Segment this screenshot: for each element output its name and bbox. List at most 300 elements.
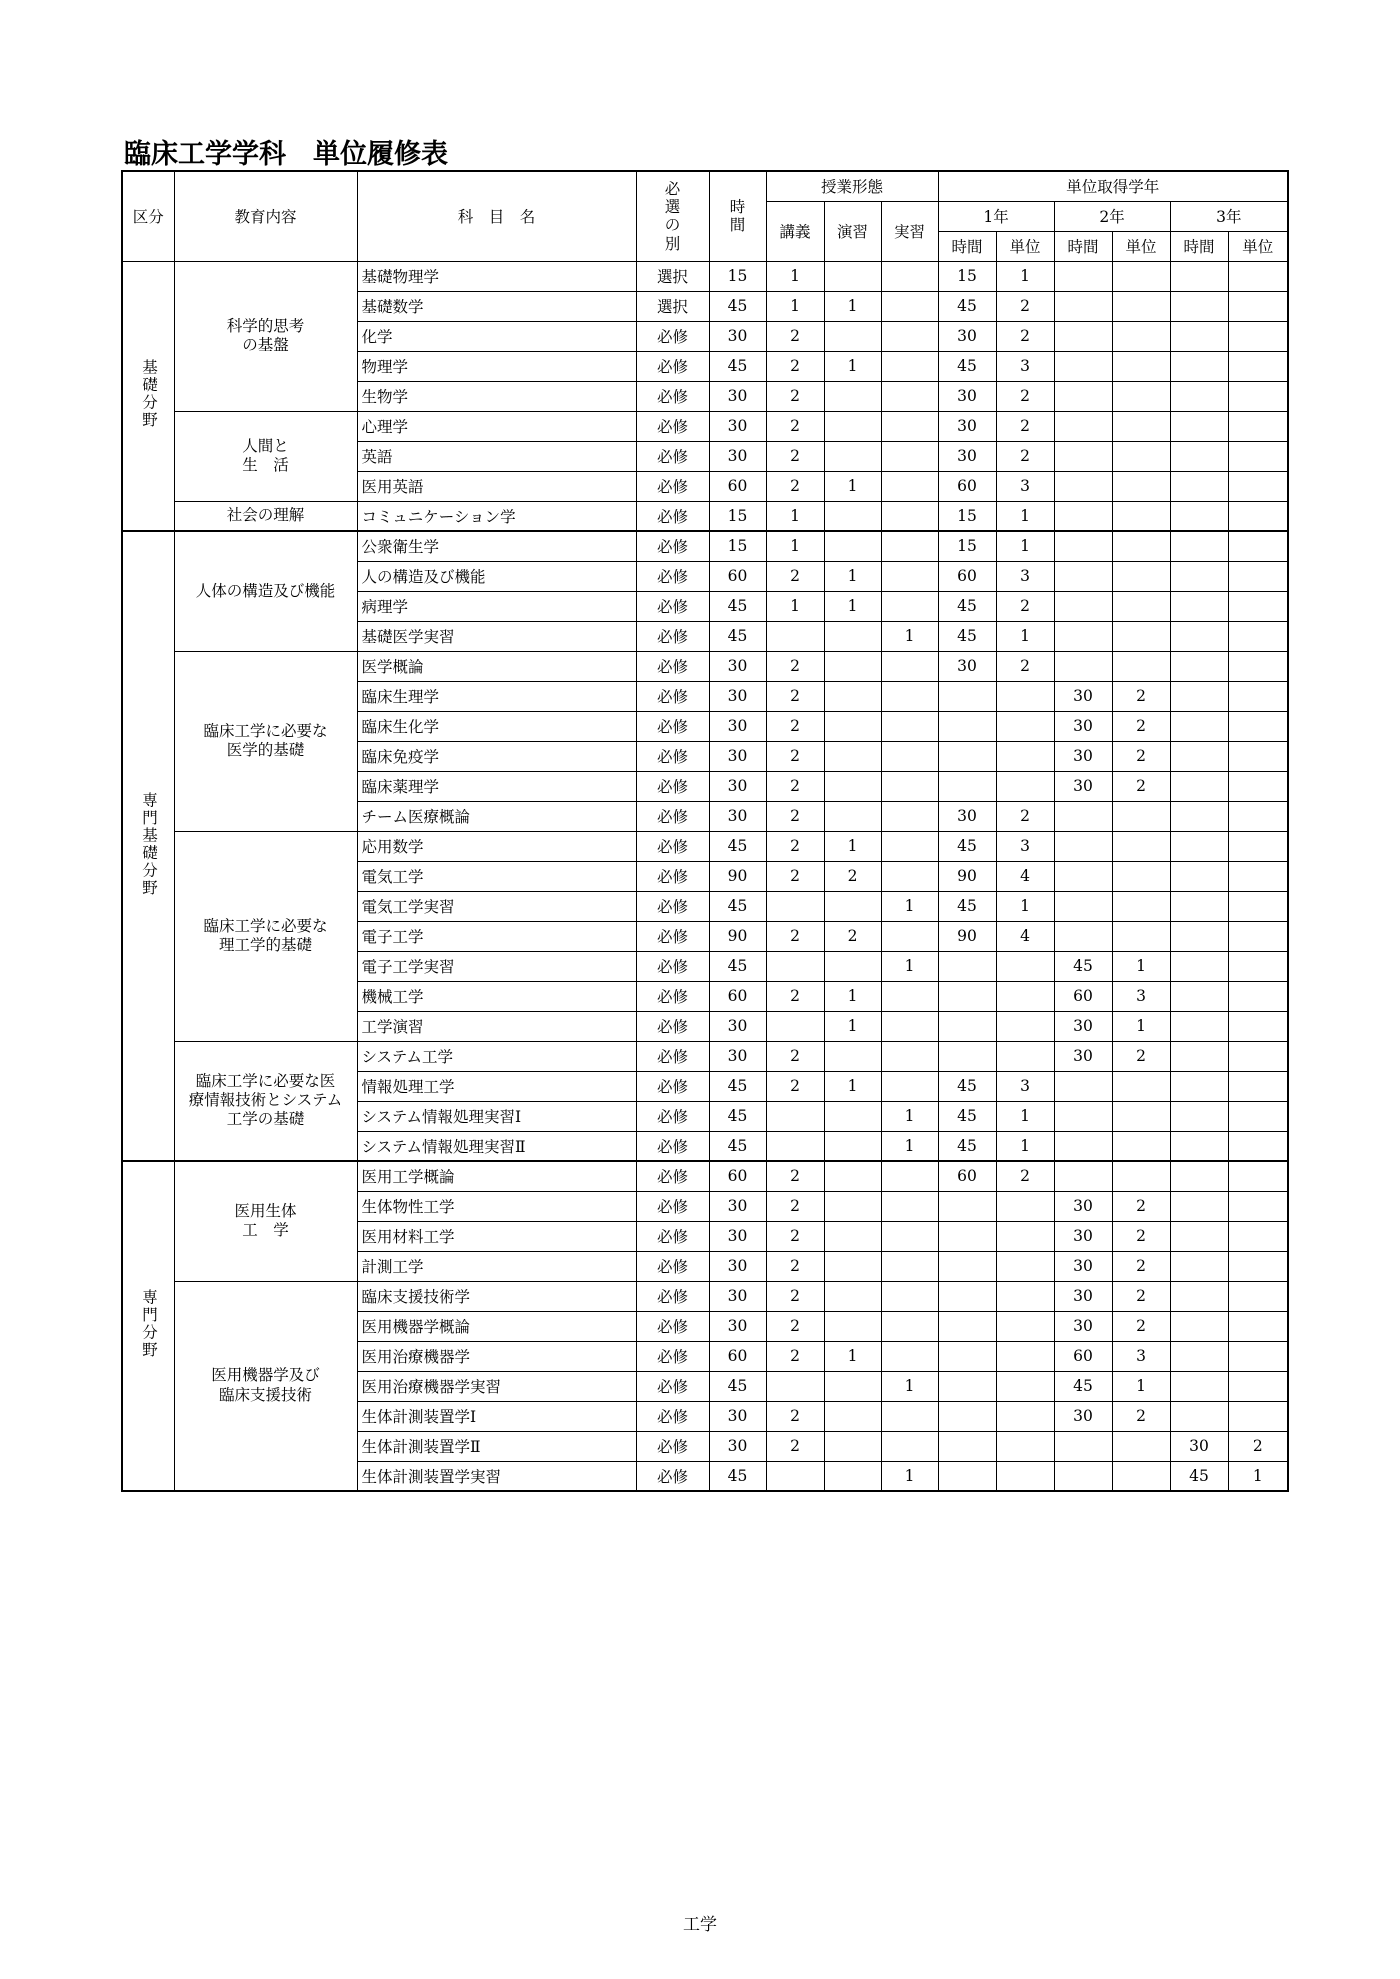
y3-hours-cell: [1170, 1191, 1228, 1221]
y2-hours-cell: [1054, 411, 1112, 441]
exercise-cell: 1: [824, 831, 881, 861]
y2-hours-cell: [1054, 471, 1112, 501]
table-row: [122, 651, 1288, 681]
practicum-cell: [881, 1221, 938, 1251]
hours-cell: 30: [709, 741, 766, 771]
y2-units-cell: [1112, 651, 1170, 681]
lecture-cell: 1: [766, 501, 824, 531]
header-y3-units: 単位: [1228, 231, 1288, 261]
y3-hours-cell: [1170, 591, 1228, 621]
exercise-cell: [824, 711, 881, 741]
type-cell: 必修: [636, 501, 709, 531]
type-cell: 必修: [636, 951, 709, 981]
y3-hours-cell: [1170, 1011, 1228, 1041]
y1-hours-cell: [938, 951, 996, 981]
y2-units-cell: 2: [1112, 681, 1170, 711]
y3-hours-cell: [1170, 441, 1228, 471]
type-cell: 選択: [636, 261, 709, 291]
hours-cell: 45: [709, 621, 766, 651]
hours-cell: 30: [709, 1431, 766, 1461]
practicum-cell: [881, 681, 938, 711]
y3-hours-cell: [1170, 381, 1228, 411]
y2-units-cell: [1112, 921, 1170, 951]
y3-hours-cell: [1170, 1281, 1228, 1311]
y1-hours-cell: 45: [938, 1101, 996, 1131]
practicum-cell: [881, 831, 938, 861]
type-cell: 必修: [636, 1071, 709, 1101]
exercise-cell: 1: [824, 981, 881, 1011]
y2-units-cell: [1112, 411, 1170, 441]
hours-cell: 30: [709, 441, 766, 471]
group-label: 人間と 生 活: [174, 411, 357, 501]
lecture-cell: 2: [766, 1071, 824, 1101]
y1-units-cell: 3: [996, 351, 1054, 381]
y1-units-cell: 4: [996, 861, 1054, 891]
hours-cell: 30: [709, 1011, 766, 1041]
y1-units-cell: [996, 951, 1054, 981]
practicum-cell: [881, 1401, 938, 1431]
y2-hours-cell: 30: [1054, 1011, 1112, 1041]
hours-cell: 15: [709, 501, 766, 531]
type-cell: 必修: [636, 351, 709, 381]
subject-cell: 臨床薬理学: [357, 771, 636, 801]
y2-hours-cell: 30: [1054, 741, 1112, 771]
y2-units-cell: [1112, 621, 1170, 651]
y2-hours-cell: [1054, 831, 1112, 861]
y2-units-cell: 2: [1112, 1281, 1170, 1311]
subject-cell: 基礎物理学: [357, 261, 636, 291]
y1-hours-cell: 45: [938, 1071, 996, 1101]
exercise-cell: [824, 621, 881, 651]
y1-hours-cell: 45: [938, 1131, 996, 1161]
y3-units-cell: [1228, 1221, 1288, 1251]
lecture-cell: 2: [766, 411, 824, 441]
y1-units-cell: [996, 1041, 1054, 1071]
y1-hours-cell: 45: [938, 621, 996, 651]
y3-units-cell: [1228, 831, 1288, 861]
subject-cell: 物理学: [357, 351, 636, 381]
y3-hours-cell: [1170, 981, 1228, 1011]
lecture-cell: 2: [766, 801, 824, 831]
lecture-cell: 1: [766, 531, 824, 561]
y3-hours-cell: [1170, 681, 1228, 711]
y2-units-cell: 1: [1112, 1371, 1170, 1401]
exercise-cell: [824, 1431, 881, 1461]
y2-hours-cell: [1054, 261, 1112, 291]
type-cell: 必修: [636, 861, 709, 891]
y3-hours-cell: [1170, 651, 1228, 681]
y1-units-cell: [996, 1401, 1054, 1431]
y1-hours-cell: [938, 1371, 996, 1401]
y1-hours-cell: 30: [938, 801, 996, 831]
subject-cell: 医用工学概論: [357, 1161, 636, 1191]
y2-units-cell: [1112, 561, 1170, 591]
y2-units-cell: [1112, 831, 1170, 861]
header-class-format: 授業形態: [766, 171, 938, 201]
hours-cell: 60: [709, 1161, 766, 1191]
y3-units-cell: 1: [1228, 1461, 1288, 1491]
y3-units-cell: [1228, 411, 1288, 441]
header-year-3: 3年: [1170, 201, 1288, 231]
exercise-cell: [824, 531, 881, 561]
type-cell: 選択: [636, 291, 709, 321]
y3-hours-cell: [1170, 711, 1228, 741]
header-required-char-4: 別: [664, 234, 681, 253]
table-row: [122, 501, 1288, 531]
exercise-cell: [824, 1041, 881, 1071]
lecture-cell: 2: [766, 861, 824, 891]
section-label: [122, 1161, 174, 1491]
subject-cell: 心理学: [357, 411, 636, 441]
y3-hours-cell: [1170, 1221, 1228, 1251]
header-y1-units: 単位: [996, 231, 1054, 261]
group-label: 人体の構造及び機能: [174, 531, 357, 651]
y1-units-cell: [996, 1011, 1054, 1041]
y2-hours-cell: 30: [1054, 1041, 1112, 1071]
header-subject-name: 科 目 名: [357, 171, 636, 261]
y3-units-cell: [1228, 1251, 1288, 1281]
hours-cell: 30: [709, 681, 766, 711]
y1-hours-cell: [938, 681, 996, 711]
hours-cell: 15: [709, 531, 766, 561]
y2-hours-cell: 30: [1054, 1221, 1112, 1251]
type-cell: 必修: [636, 1431, 709, 1461]
table-row: [122, 261, 1288, 291]
practicum-cell: [881, 1431, 938, 1461]
subject-cell: 医用英語: [357, 471, 636, 501]
y3-units-cell: [1228, 321, 1288, 351]
y3-hours-cell: [1170, 771, 1228, 801]
subject-cell: 医用材料工学: [357, 1221, 636, 1251]
y1-units-cell: 1: [996, 1131, 1054, 1161]
lecture-cell: 2: [766, 831, 824, 861]
lecture-cell: 2: [766, 921, 824, 951]
exercise-cell: 1: [824, 471, 881, 501]
section-label-text: 専門分野: [140, 1289, 158, 1359]
y1-units-cell: [996, 1461, 1054, 1491]
y1-hours-cell: [938, 771, 996, 801]
y3-units-cell: [1228, 921, 1288, 951]
y2-units-cell: 2: [1112, 1401, 1170, 1431]
section-label-text: 専門基礎分野: [140, 791, 158, 897]
y2-hours-cell: [1054, 351, 1112, 381]
subject-cell: システム工学: [357, 1041, 636, 1071]
lecture-cell: 2: [766, 441, 824, 471]
subject-cell: 英語: [357, 441, 636, 471]
exercise-cell: [824, 1251, 881, 1281]
header-hours-char-1: 時: [729, 197, 746, 216]
y1-units-cell: 3: [996, 561, 1054, 591]
hours-cell: 45: [709, 951, 766, 981]
y1-hours-cell: 15: [938, 261, 996, 291]
y2-hours-cell: [1054, 1431, 1112, 1461]
hours-cell: 30: [709, 1041, 766, 1071]
exercise-cell: [824, 1221, 881, 1251]
exercise-cell: [824, 501, 881, 531]
y2-units-cell: 3: [1112, 1341, 1170, 1371]
y1-units-cell: 2: [996, 801, 1054, 831]
subject-cell: システム情報処理実習Ⅰ: [357, 1101, 636, 1131]
y1-hours-cell: 60: [938, 1161, 996, 1191]
y2-units-cell: [1112, 1161, 1170, 1191]
y1-units-cell: [996, 1431, 1054, 1461]
type-cell: 必修: [636, 381, 709, 411]
y3-hours-cell: [1170, 351, 1228, 381]
y1-hours-cell: [938, 711, 996, 741]
lecture-cell: 2: [766, 1041, 824, 1071]
exercise-cell: [824, 381, 881, 411]
y3-units-cell: [1228, 981, 1288, 1011]
y2-units-cell: 2: [1112, 1041, 1170, 1071]
subject-cell: 臨床免疫学: [357, 741, 636, 771]
y2-hours-cell: 30: [1054, 1401, 1112, 1431]
y3-hours-cell: [1170, 831, 1228, 861]
subject-cell: 生体計測装置学実習: [357, 1461, 636, 1491]
y3-hours-cell: [1170, 291, 1228, 321]
y2-hours-cell: 60: [1054, 1341, 1112, 1371]
lecture-cell: [766, 621, 824, 651]
hours-cell: 45: [709, 1071, 766, 1101]
lecture-cell: 2: [766, 771, 824, 801]
y1-hours-cell: 90: [938, 921, 996, 951]
header-year-2: 2年: [1054, 201, 1170, 231]
exercise-cell: [824, 771, 881, 801]
practicum-cell: [881, 1311, 938, 1341]
y1-hours-cell: 45: [938, 831, 996, 861]
y3-units-cell: [1228, 1191, 1288, 1221]
y2-hours-cell: 45: [1054, 951, 1112, 981]
lecture-cell: 2: [766, 471, 824, 501]
lecture-cell: [766, 951, 824, 981]
y3-units-cell: [1228, 1161, 1288, 1191]
hours-cell: 45: [709, 1371, 766, 1401]
y3-hours-cell: [1170, 1251, 1228, 1281]
type-cell: 必修: [636, 741, 709, 771]
y1-units-cell: 1: [996, 501, 1054, 531]
y2-hours-cell: [1054, 651, 1112, 681]
y1-hours-cell: 15: [938, 531, 996, 561]
y3-units-cell: [1228, 1401, 1288, 1431]
y1-units-cell: [996, 711, 1054, 741]
type-cell: 必修: [636, 1281, 709, 1311]
y2-hours-cell: 60: [1054, 981, 1112, 1011]
exercise-cell: [824, 1461, 881, 1491]
y2-units-cell: 2: [1112, 711, 1170, 741]
y1-units-cell: [996, 1311, 1054, 1341]
exercise-cell: [824, 801, 881, 831]
section-label-text: 基礎分野: [140, 358, 158, 429]
y1-hours-cell: 30: [938, 321, 996, 351]
y1-units-cell: 4: [996, 921, 1054, 951]
practicum-cell: [881, 321, 938, 351]
lecture-cell: 2: [766, 651, 824, 681]
y1-units-cell: [996, 1221, 1054, 1251]
lecture-cell: [766, 1101, 824, 1131]
exercise-cell: 1: [824, 291, 881, 321]
exercise-cell: [824, 321, 881, 351]
y2-units-cell: [1112, 351, 1170, 381]
y3-units-cell: [1228, 711, 1288, 741]
y2-units-cell: [1112, 471, 1170, 501]
y3-units-cell: 2: [1228, 1431, 1288, 1461]
exercise-cell: [824, 261, 881, 291]
lecture-cell: 1: [766, 291, 824, 321]
hours-cell: 45: [709, 891, 766, 921]
practicum-cell: 1: [881, 1131, 938, 1161]
y1-hours-cell: [938, 1461, 996, 1491]
subject-cell: 医用治療機器学: [357, 1341, 636, 1371]
y1-units-cell: [996, 981, 1054, 1011]
y1-units-cell: 2: [996, 651, 1054, 681]
y1-units-cell: 1: [996, 531, 1054, 561]
hours-cell: 30: [709, 801, 766, 831]
y1-hours-cell: 60: [938, 561, 996, 591]
practicum-cell: 1: [881, 621, 938, 651]
y1-hours-cell: [938, 1191, 996, 1221]
type-cell: 必修: [636, 531, 709, 561]
practicum-cell: 1: [881, 951, 938, 981]
y1-hours-cell: 15: [938, 501, 996, 531]
group-label: 医用機器学及び 臨床支援技術: [174, 1281, 357, 1491]
section-label: [122, 531, 174, 1161]
y2-units-cell: [1112, 441, 1170, 471]
y3-units-cell: [1228, 621, 1288, 651]
type-cell: 必修: [636, 1101, 709, 1131]
subject-cell: 臨床支援技術学: [357, 1281, 636, 1311]
practicum-cell: 1: [881, 1101, 938, 1131]
y2-hours-cell: [1054, 591, 1112, 621]
type-cell: 必修: [636, 921, 709, 951]
y2-units-cell: 2: [1112, 741, 1170, 771]
y3-units-cell: [1228, 591, 1288, 621]
group-label: 臨床工学に必要な 医学的基礎: [174, 651, 357, 831]
y1-units-cell: 1: [996, 891, 1054, 921]
header-credit-year: 単位取得学年: [938, 171, 1288, 201]
y2-units-cell: 2: [1112, 1191, 1170, 1221]
hours-cell: 30: [709, 1191, 766, 1221]
type-cell: 必修: [636, 1011, 709, 1041]
y2-units-cell: [1112, 801, 1170, 831]
subject-cell: 基礎医学実習: [357, 621, 636, 651]
lecture-cell: 2: [766, 1221, 824, 1251]
y3-hours-cell: [1170, 741, 1228, 771]
y1-hours-cell: 30: [938, 651, 996, 681]
y3-hours-cell: [1170, 411, 1228, 441]
practicum-cell: [881, 411, 938, 441]
y1-hours-cell: 45: [938, 591, 996, 621]
y3-units-cell: [1228, 261, 1288, 291]
practicum-cell: [881, 1191, 938, 1221]
y3-hours-cell: [1170, 801, 1228, 831]
y1-hours-cell: [938, 1041, 996, 1071]
type-cell: 必修: [636, 1461, 709, 1491]
lecture-cell: 2: [766, 981, 824, 1011]
type-cell: 必修: [636, 591, 709, 621]
header-y1-hours: 時間: [938, 231, 996, 261]
group-label: 臨床工学に必要な 理工学的基礎: [174, 831, 357, 1041]
subject-cell: 電気工学実習: [357, 891, 636, 921]
y1-hours-cell: 30: [938, 411, 996, 441]
hours-cell: 45: [709, 291, 766, 321]
practicum-cell: [881, 261, 938, 291]
y1-hours-cell: 45: [938, 291, 996, 321]
y2-units-cell: [1112, 531, 1170, 561]
y2-units-cell: 3: [1112, 981, 1170, 1011]
subject-cell: 病理学: [357, 591, 636, 621]
lecture-cell: 2: [766, 741, 824, 771]
y1-hours-cell: 45: [938, 351, 996, 381]
table-header: [122, 171, 1288, 261]
exercise-cell: [824, 1371, 881, 1401]
practicum-cell: 1: [881, 1461, 938, 1491]
hours-cell: 60: [709, 1341, 766, 1371]
y2-hours-cell: [1054, 801, 1112, 831]
practicum-cell: [881, 651, 938, 681]
lecture-cell: 2: [766, 1431, 824, 1461]
subject-cell: 電子工学実習: [357, 951, 636, 981]
practicum-cell: [881, 711, 938, 741]
header-kubun: 区分: [122, 171, 174, 261]
lecture-cell: 2: [766, 381, 824, 411]
y1-units-cell: 3: [996, 1071, 1054, 1101]
y3-hours-cell: [1170, 1341, 1228, 1371]
hours-cell: 60: [709, 981, 766, 1011]
hours-cell: 30: [709, 711, 766, 741]
y2-hours-cell: [1054, 1161, 1112, 1191]
y1-hours-cell: [938, 1311, 996, 1341]
y3-hours-cell: [1170, 1131, 1228, 1161]
group-label: 臨床工学に必要な医 療情報技術とシステム 工学の基礎: [174, 1041, 357, 1161]
y3-units-cell: [1228, 741, 1288, 771]
subject-cell: 計測工学: [357, 1251, 636, 1281]
y3-units-cell: [1228, 441, 1288, 471]
y2-units-cell: [1112, 1461, 1170, 1491]
y1-hours-cell: 45: [938, 891, 996, 921]
subject-cell: 人の構造及び機能: [357, 561, 636, 591]
exercise-cell: 2: [824, 921, 881, 951]
y1-units-cell: 2: [996, 411, 1054, 441]
y3-units-cell: [1228, 951, 1288, 981]
lecture-cell: 2: [766, 561, 824, 591]
hours-cell: 60: [709, 561, 766, 591]
type-cell: 必修: [636, 471, 709, 501]
y1-hours-cell: 30: [938, 441, 996, 471]
y3-hours-cell: [1170, 321, 1228, 351]
type-cell: 必修: [636, 711, 709, 741]
y3-units-cell: [1228, 1041, 1288, 1071]
y1-hours-cell: [938, 1281, 996, 1311]
hours-cell: 45: [709, 1131, 766, 1161]
header-education-content: 教育内容: [174, 171, 357, 261]
practicum-cell: [881, 981, 938, 1011]
y3-hours-cell: [1170, 1161, 1228, 1191]
exercise-cell: [824, 891, 881, 921]
practicum-cell: [881, 771, 938, 801]
type-cell: 必修: [636, 441, 709, 471]
y3-units-cell: [1228, 861, 1288, 891]
header-required-char-1: 必: [664, 179, 681, 198]
y2-units-cell: [1112, 861, 1170, 891]
type-cell: 必修: [636, 1191, 709, 1221]
y2-hours-cell: [1054, 1071, 1112, 1101]
y3-hours-cell: [1170, 531, 1228, 561]
table-row: [122, 831, 1288, 861]
exercise-cell: 2: [824, 861, 881, 891]
subject-cell: 医用治療機器学実習: [357, 1371, 636, 1401]
y2-units-cell: [1112, 591, 1170, 621]
exercise-cell: [824, 1401, 881, 1431]
hours-cell: 45: [709, 591, 766, 621]
